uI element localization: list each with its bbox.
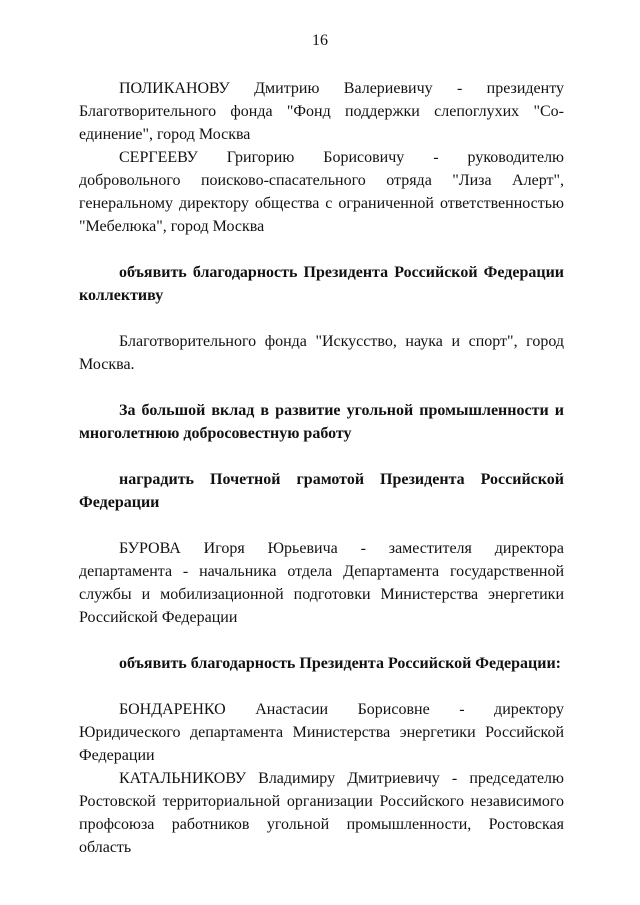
- spacer: [79, 629, 564, 652]
- section-heading-coal-industry: За большой вклад в развитие угольной промышленности и многолетнюю добросовестную работу: [79, 402, 564, 442]
- section-heading-certificate: наградить Почетной грамотой Президента Российской Федерации: [79, 471, 564, 511]
- spacer: [79, 514, 564, 537]
- page-number: 16: [312, 32, 328, 49]
- award-entry-katalnikov: КАТАЛЬНИКОВУ Владимиру Дмитриевичу - председателю Ростовской территориальной организации Российского независимого профсоюза работников угольной промышленности, Ростовская область: [79, 770, 564, 856]
- spacer: [79, 376, 564, 399]
- spacer: [79, 445, 564, 468]
- award-entry-sergeev: СЕРГЕЕВУ Григорию Борисовичу - руководителю добровольного поисково-спасательного отряда "Лиза Алерт", генеральному директору общества с ограниченной ответственностью "Мебелюка", город Москва: [79, 149, 564, 235]
- document-body: [79, 77, 564, 859]
- spacer: [79, 675, 564, 698]
- spacer: [79, 238, 564, 261]
- section-heading-gratitude: объявить благодарность Президента Российской Федерации:: [119, 655, 561, 672]
- award-entry-burov: БУРОВА Игоря Юрьевича - заместителя директора департамента - начальника отдела Департамента государственной службы и мобилизационной подготовки Министерства энергетики Российской Федерации: [79, 540, 564, 626]
- section-heading-gratitude-collective: объявить благодарность Президента Российской Федерации коллективу: [79, 264, 564, 304]
- award-entry-bondarenko: БОНДАРЕНКО Анастасии Борисовне - директору Юридического департамента Министерства энергетики Российской Федерации: [79, 701, 564, 764]
- award-entry-fund: Благотворительного фонда "Искусство, наука и спорт", город Москва.: [79, 333, 564, 373]
- award-entry-polikanov: ПОЛИКАНОВУ Дмитрию Валериевичу - президенту Благотворительного фонда "Фонд поддержки слепоглухих "Со-единение", город Москва: [79, 80, 564, 143]
- spacer: [79, 307, 564, 330]
